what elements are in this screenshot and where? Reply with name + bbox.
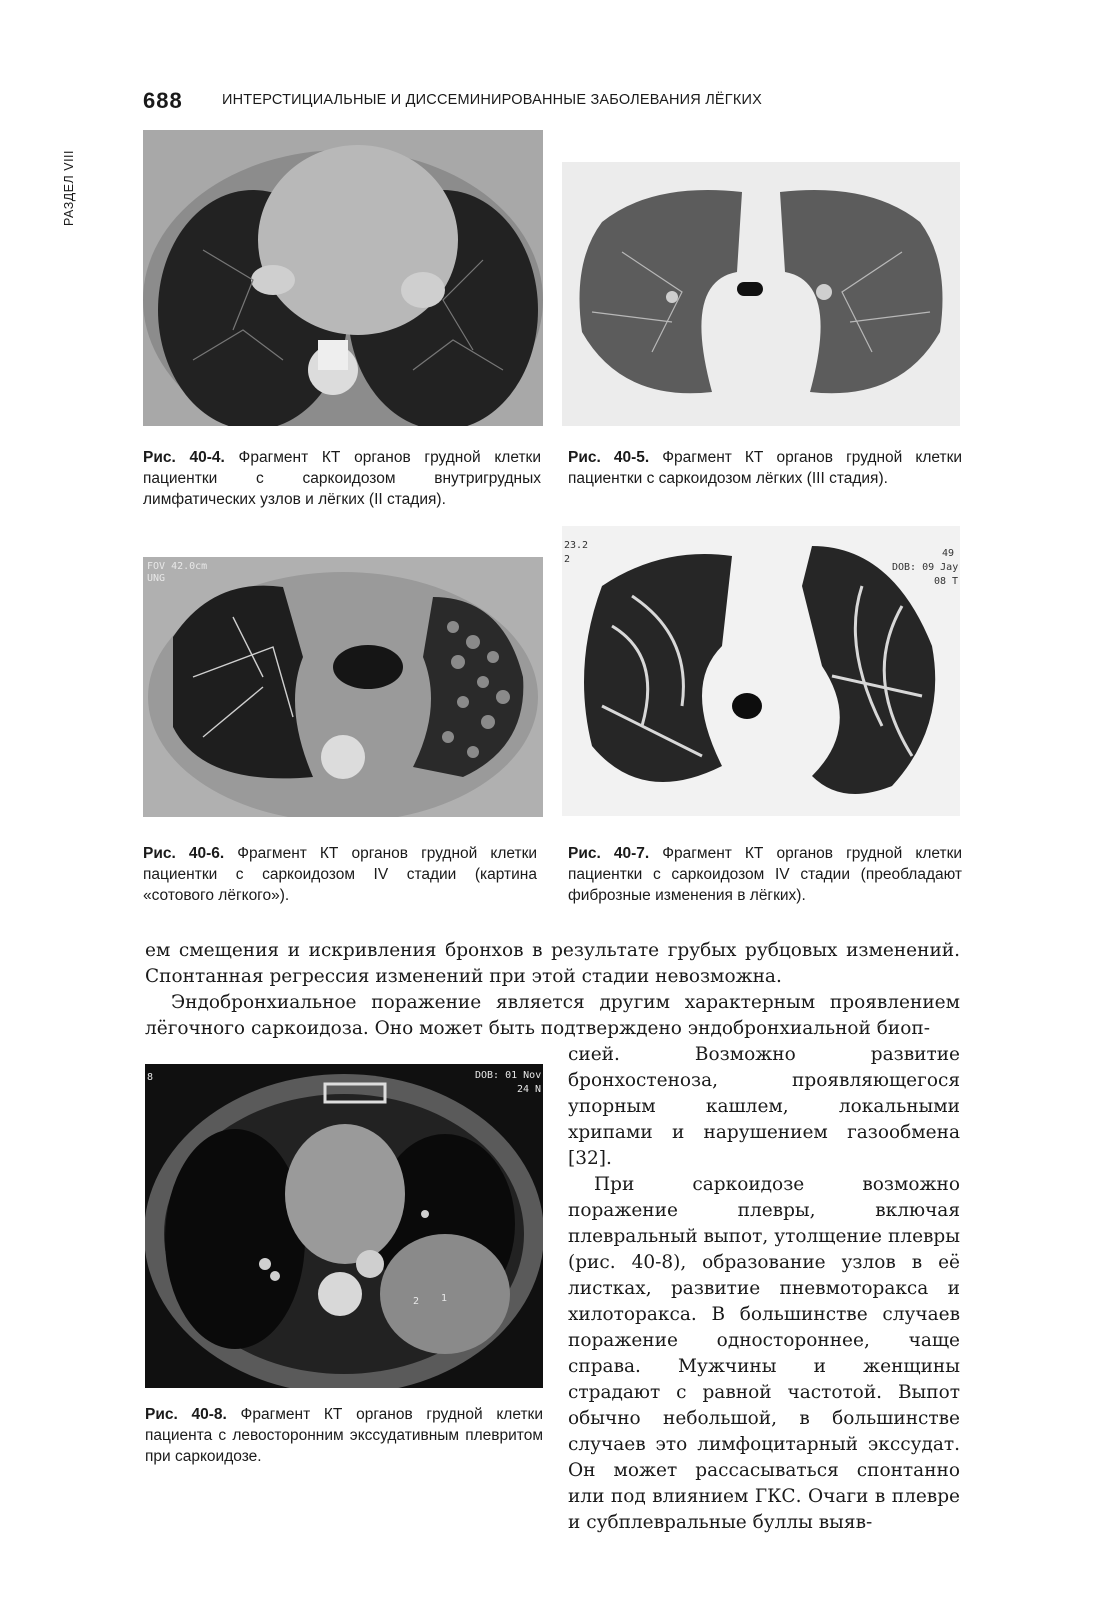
figure-40-5-caption bbox=[568, 447, 962, 489]
scan-label: DOB: 09 Jay bbox=[892, 562, 959, 573]
figure-40-7-caption bbox=[568, 843, 962, 906]
page-number: 688 bbox=[143, 88, 183, 113]
figure-40-5-image bbox=[562, 162, 960, 426]
figure-label: Рис. 40-5. bbox=[568, 449, 650, 466]
caption-text: Фрагмент КТ органов грудной клетки пациентки с саркоидозом IV стадии (картина «сотового лёгкого»). bbox=[143, 845, 538, 904]
figure-40-6-image bbox=[143, 557, 543, 817]
scan-label: 08 T bbox=[934, 576, 959, 587]
scan-label: 24 N bbox=[517, 1084, 542, 1095]
paragraph: ем смещения и искривления бронхов в результате грубых рубцовых изменений. Спонтанная регрессия изменений при этой стадии невозможна. bbox=[145, 940, 960, 987]
figure-40-4-image bbox=[143, 130, 543, 426]
scan-label: 49 bbox=[942, 548, 955, 559]
section-tab: РАЗДЕЛ VIII bbox=[62, 150, 76, 226]
figure-label: Рис. 40-8. bbox=[145, 1406, 227, 1423]
scan-label: 2 bbox=[413, 1296, 420, 1307]
figure-40-4-caption bbox=[143, 447, 541, 510]
paragraph: При саркоидозе возможно поражение плевры, включая плевральный выпот, утолщение плевры (рис. 40-8), образование узлов в её листках, развитие пневмоторакса и хилоторакса. В большинстве случаев поражение одностороннее, чаще справа. Мужчины и женщины страдают с равной частотой. Выпот обычно небольшой, в большинстве случаев это лимфоцитарный экссудат. Он может рассасываться спонтанно или под влиянием ГКС. Очаги в плевре и субплевральные буллы выяв- bbox=[568, 1174, 960, 1533]
scan-label: UNG bbox=[147, 573, 166, 584]
figure-40-8-image bbox=[145, 1064, 543, 1388]
scan-label: 1 bbox=[441, 1293, 448, 1304]
paragraph: сией. Возможно развитие бронхостеноза, проявляющегося упорным кашлем, локальными хрипами и нарушением газообмена [32]. bbox=[568, 1044, 960, 1169]
scan-label: DOB: 01 Nov bbox=[475, 1070, 542, 1081]
paragraph: Эндобронхиальное поражение является другим характерным проявлением лёгочного саркоидоза. Оно может быть подтверждено эндобронхиальной биоп- bbox=[145, 992, 960, 1039]
body-text-right-column bbox=[568, 1042, 960, 1536]
figure-label: Рис. 40-6. bbox=[143, 845, 225, 862]
caption-text: Фрагмент КТ органов грудной клетки пациентки с саркоидозом лёгких (III стадия). bbox=[568, 449, 963, 487]
figure-40-8-caption bbox=[145, 1404, 543, 1467]
figure-label: Рис. 40-7. bbox=[568, 845, 650, 862]
figure-40-6-caption bbox=[143, 843, 537, 906]
figure-label: Рис. 40-4. bbox=[143, 449, 225, 466]
scan-label: 23.2 bbox=[564, 540, 589, 551]
scan-label: 2 bbox=[564, 554, 571, 565]
figure-40-7-image bbox=[562, 526, 960, 816]
scan-label: FOV 42.0cm bbox=[147, 561, 208, 572]
body-text-top bbox=[145, 938, 960, 1042]
scan-label: 8 bbox=[147, 1072, 154, 1083]
caption-text: Фрагмент КТ органов грудной клетки пациентки с саркоидозом внутригрудных лимфатических узлов и лёгких (II стадия). bbox=[143, 449, 541, 508]
caption-text: Фрагмент КТ органов грудной клетки пациента с левосторонним экссудативным плевритом при саркоидозе. bbox=[145, 1406, 543, 1465]
caption-text: Фрагмент КТ органов грудной клетки пациентки с саркоидозом IV стадии (преобладают фиброзные изменения в лёгких). bbox=[568, 845, 963, 904]
running-head: ИНТЕРСТИЦИАЛЬНЫЕ И ДИССЕМИНИРОВАННЫЕ ЗАБОЛЕВАНИЯ ЛЁГКИХ bbox=[222, 92, 762, 108]
